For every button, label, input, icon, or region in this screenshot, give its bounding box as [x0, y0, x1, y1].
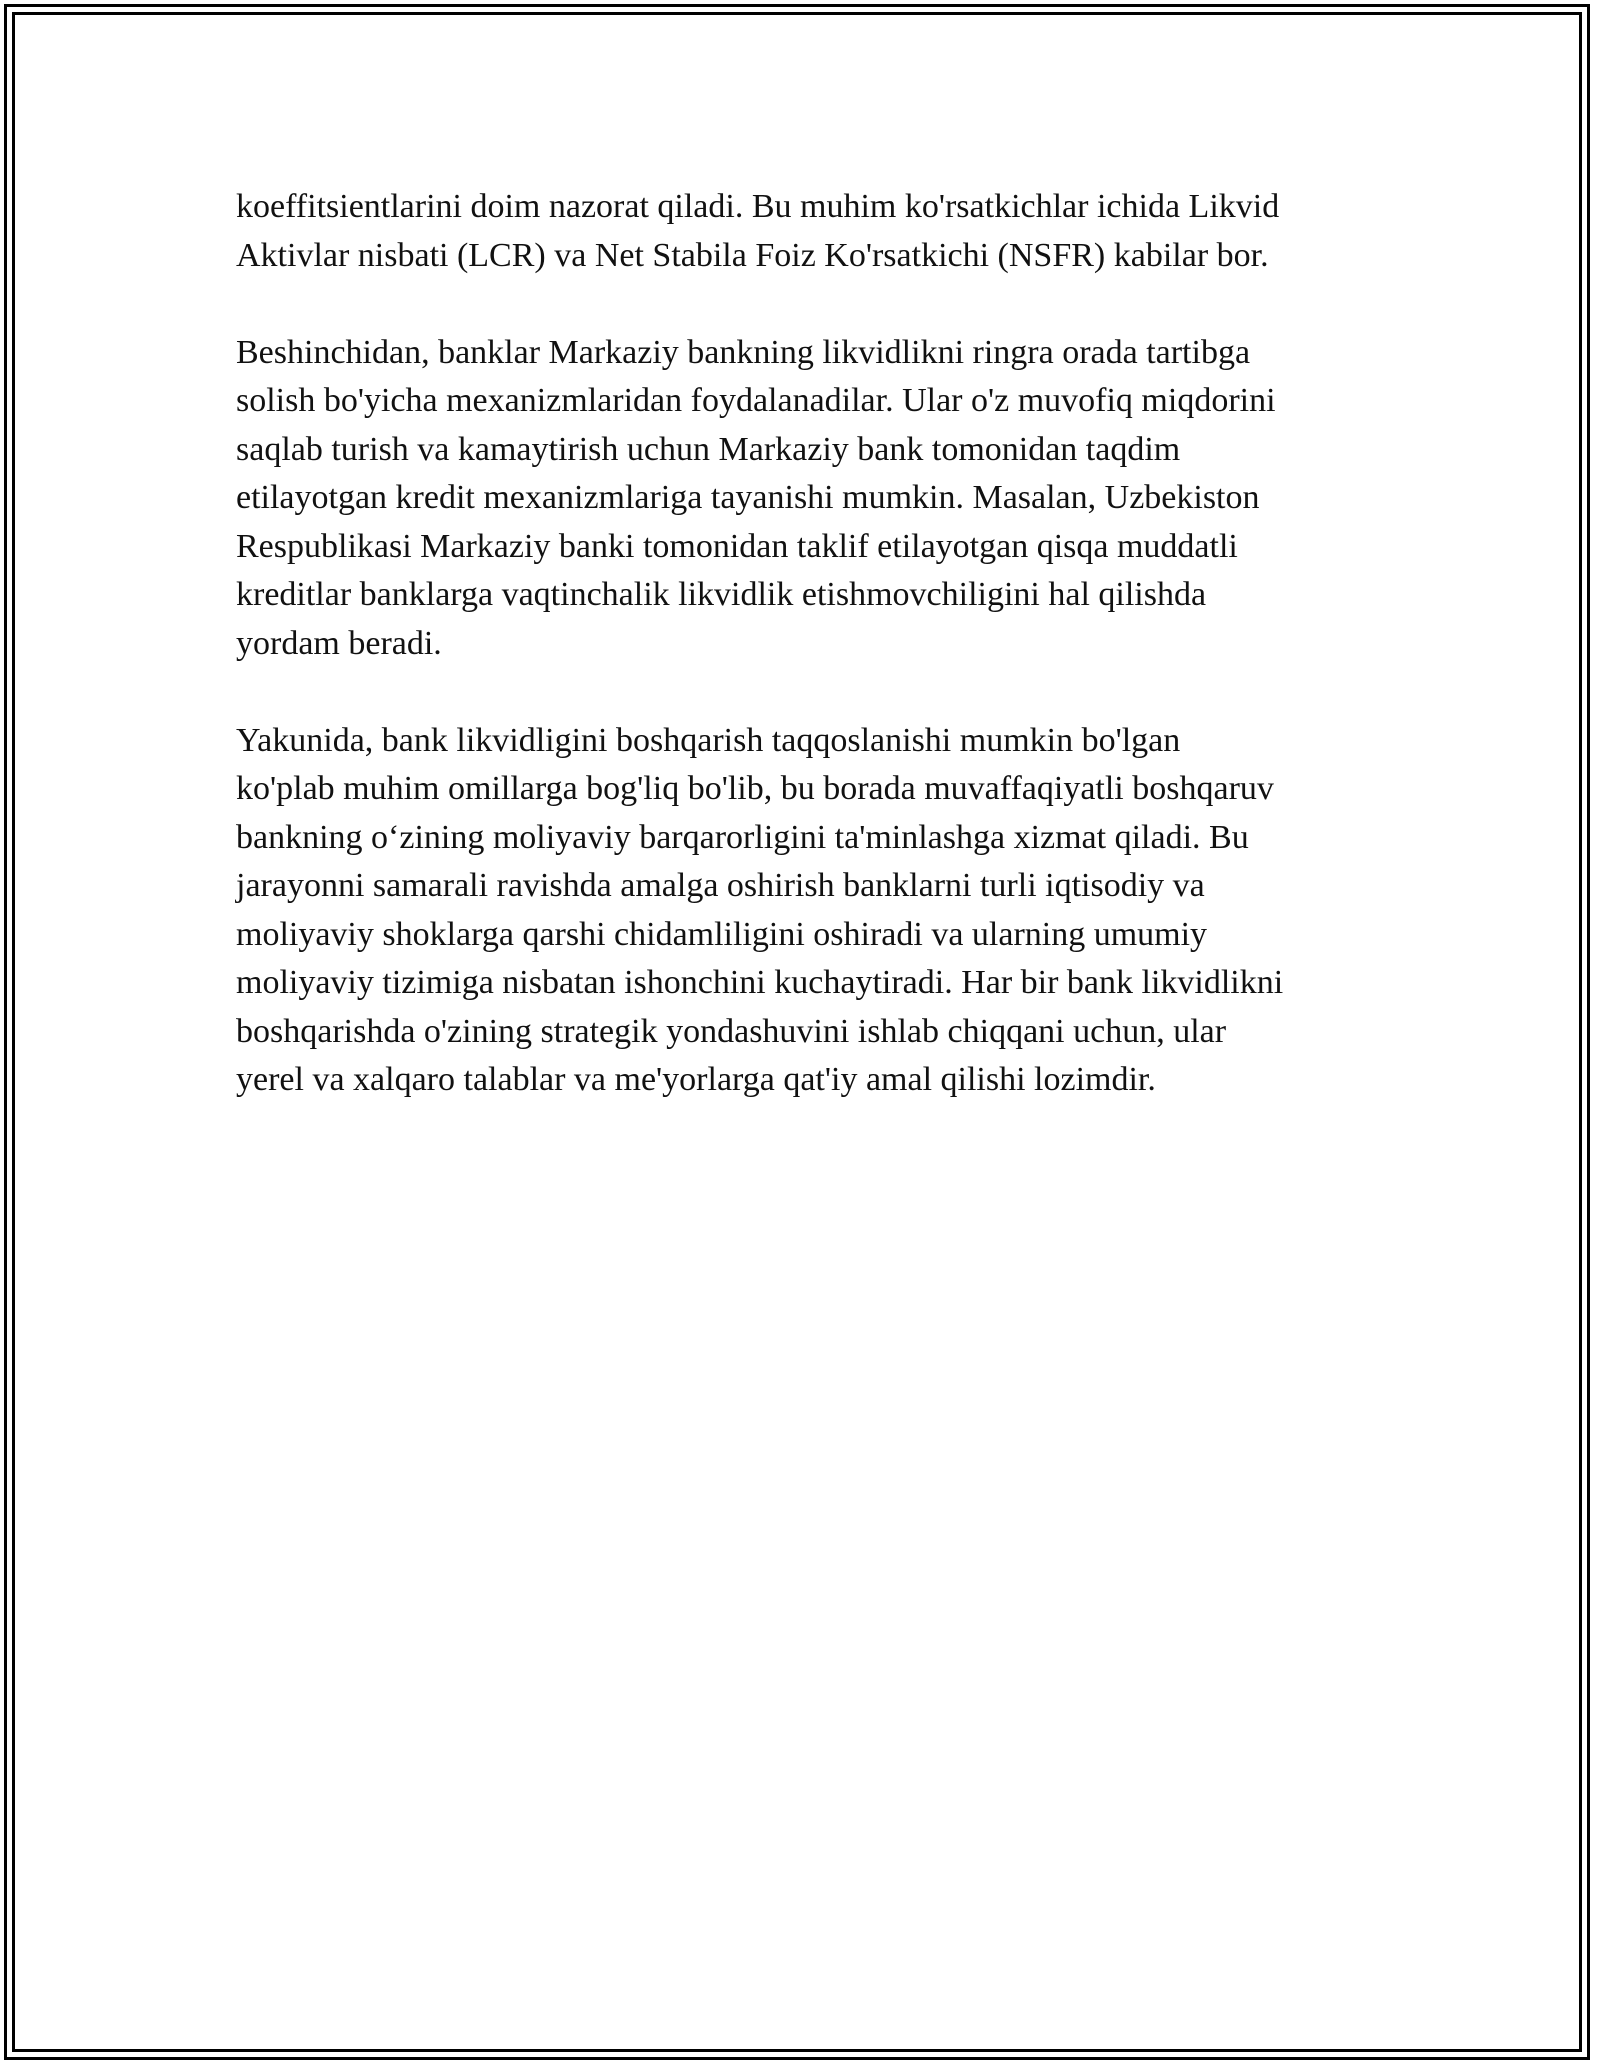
document-body [236, 183, 1366, 1153]
paragraph-continuation: koeffitsientlarini doim nazorat qiladi. Bu muhim ko'rsatkichlar ichida Likvid Aktivlar nisbati (LCR) va Net Stabila Foiz Ko'rsatkichi (NSFR) kabilar bor. [236, 188, 1280, 274]
paragraph-conclusion: Yakunida, bank likvidligini boshqarish taqqoslanishi mumkin bo'lgan ko'plab muhim omillarga bog'liq bo'lib, bu borada muvaffaqiyatli boshqaruv bankning o‘zining moliyaviy barqarorligini ta'minlashga xizmat qiladi. Bu jarayonni samarali ravishda amalga oshirish banklarni turli iqtisodiy va moliyaviy shoklarga qarshi chidamliligini oshiradi va ularning umumiy moliyaviy tizimiga nisbatan ishonchini kuchaytiradi. Har bir bank likvidlikni boshqarishda o'zining strategik yondashuvini ishlab chiqqani uchun, ular yerel va xalqaro talablar va me'yorlarga qat'iy amal qilishi lozimdir. [236, 721, 1284, 1098]
paragraph-fifth-point: Beshinchidan, banklar Markaziy bankning likvidlikni ringra orada tartibga solish bo'yicha mexanizmlaridan foydalanadilar. Ular o'z muvofiq miqdorini saqlab turish va kamaytirish uchun Markaziy bank tomonidan taqdim etilayotgan kredit mexanizmlariga tayanishi mumkin. Masalan, Uzbekiston Respublikasi Markaziy banki tomonidan taklif etilayotgan qisqa muddatli kreditlar banklarga vaqtinchalik likvidlik etishmovchiligini hal qilishda yordam beradi. [236, 333, 1276, 662]
